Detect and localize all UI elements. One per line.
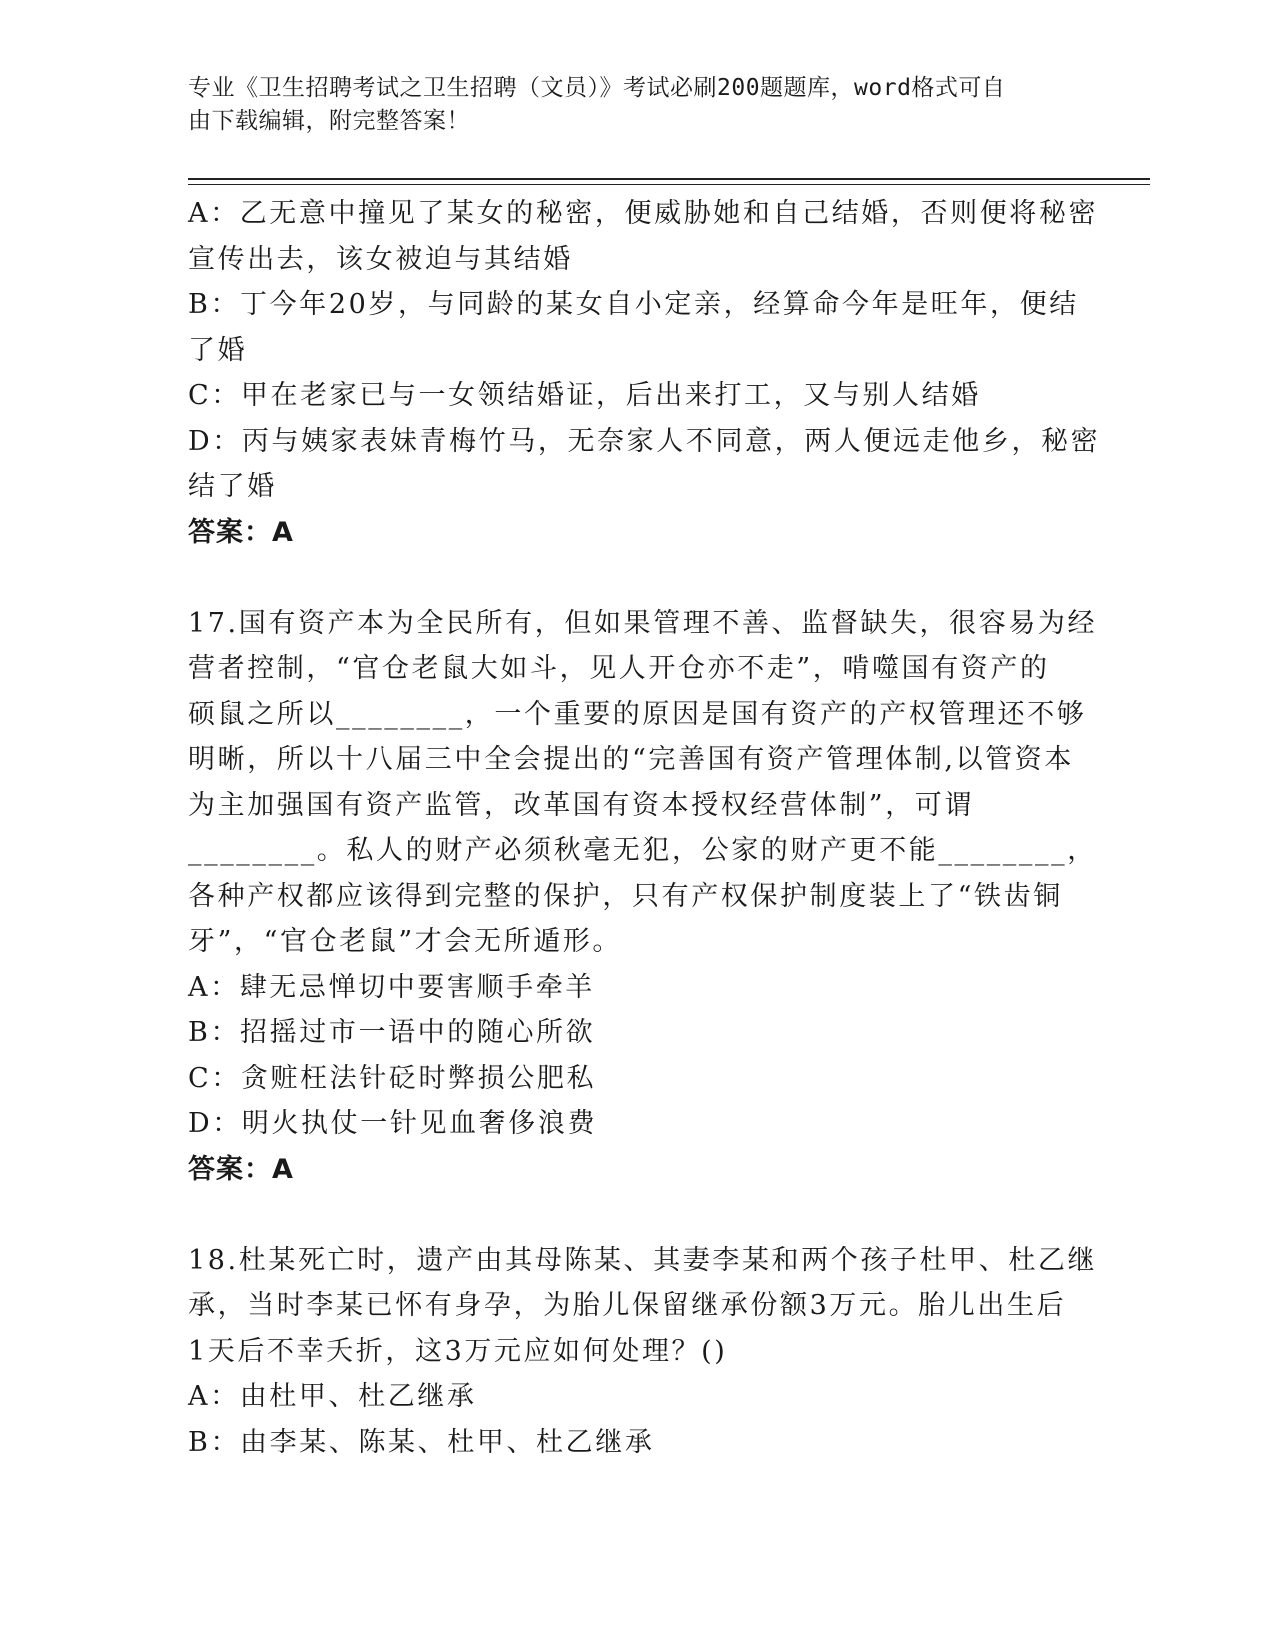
header-divider-thick xyxy=(188,178,1150,180)
q17-stem-line-2: 营者控制，“官仓老鼠大如斗，见人开仓亦不走”，啃噬国有资产的 xyxy=(188,653,1050,684)
q17-stem-line-5: 为主加强国有资产监管，改革国有资本授权经营体制”，可谓 xyxy=(188,789,975,821)
question-spacer xyxy=(188,1192,1078,1238)
question-content xyxy=(188,191,1101,1465)
q18-option-b: B：由李某、陈某、杜甲、杜乙继承 xyxy=(188,1426,655,1458)
q16-option-c: C：甲在老家已与一女领结婚证，后出来打工，又与别人结婚 xyxy=(188,380,981,411)
q17-option-d: D：明火执仗一针见血奢侈浪费 xyxy=(188,1108,598,1139)
question-16-block xyxy=(188,191,1101,555)
q18-stem-line-3: 1天后不幸夭折，这3万元应如何处理？() xyxy=(188,1335,728,1367)
header-divider-thin xyxy=(188,184,1150,185)
q17-stem-line-4: 明晰，所以十八届三中全会提出的“完善国有资产管理体制,以管资本 xyxy=(188,744,1074,775)
question-17-block xyxy=(188,601,1098,1193)
q16-option-d-line-2: 结了婚 xyxy=(188,471,277,502)
q16-option-b-line-2: 了婚 xyxy=(188,334,248,366)
header-line-1: 专业《卫生招聘考试之卫生招聘（文员）》考试必刷200题题库，word格式可自 xyxy=(188,75,1006,101)
q16-option-a-line-2: 宣传出去，该女被迫与其结婚 xyxy=(188,243,573,275)
q17-stem-line-8: 牙”，“官仓老鼠”才会无所遁形。 xyxy=(188,926,623,957)
question-18-block xyxy=(188,1238,1098,1466)
q17-option-b: B：招摇过市一语中的随心所欲 xyxy=(188,1017,596,1048)
document-header xyxy=(188,72,1068,138)
q17-answer: 答案：A xyxy=(188,1153,294,1185)
q18-stem-line-1: 18.杜某死亡时，遗产由其母陈某、其妻李某和两个孩子杜甲、杜乙继 xyxy=(188,1244,1098,1276)
header-line-2: 由下载编辑，附完整答案！ xyxy=(188,108,470,134)
question-spacer xyxy=(188,555,1078,601)
q16-option-b-line-1: B：丁今年20岁，与同龄的某女自小定亲，经算命今年是旺年，便结 xyxy=(188,289,1079,320)
q18-option-a: A：由杜甲、杜乙继承 xyxy=(188,1381,477,1412)
q16-option-d-line-1: D：丙与姨家表妹青梅竹马，无奈家人不同意，两人便远走他乡，秘密 xyxy=(188,425,1101,457)
q17-option-a: A：肆无忌惮切中要害顺手牵羊 xyxy=(188,971,595,1003)
q17-stem-line-3: 硕鼠之所以________，一个重要的原因是国有资产的产权管理还不够 xyxy=(188,698,1087,730)
q18-stem-line-2: 承，当时李某已怀有身孕，为胎儿保留继承份额3万元。胎儿出生后 xyxy=(188,1290,1067,1321)
q17-option-c: C：贪赃枉法针砭时弊损公肥私 xyxy=(188,1062,597,1094)
q17-stem-line-1: 17.国有资产本为全民所有，但如果管理不善、监督缺失，很容易为经 xyxy=(188,607,1098,639)
q17-stem-line-6: ________。私人的财产必须秋毫无犯，公家的财产更不能________， xyxy=(188,835,1097,866)
q16-option-a-line-1: A：乙无意中撞见了某女的秘密，便威胁她和自己结婚，否则便将秘密 xyxy=(188,198,1099,229)
q17-stem-line-7: 各种产权都应该得到完整的保护，只有产权保护制度装上了“铁齿铜 xyxy=(188,880,1063,912)
q16-answer: 答案：A xyxy=(188,516,294,548)
